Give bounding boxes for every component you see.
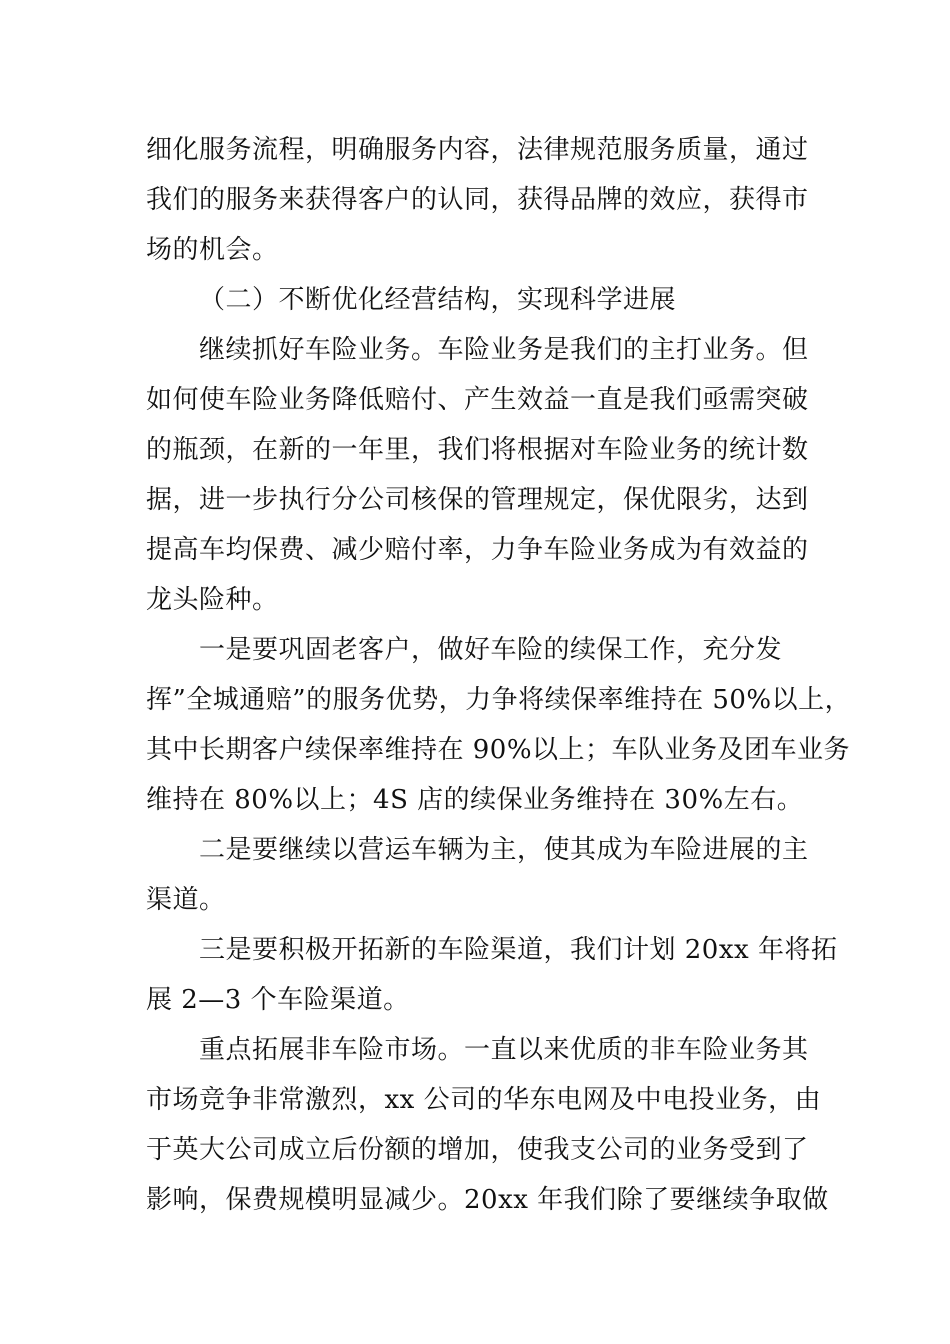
text-line: 二是要继续以营运车辆为主，使其成为车险进展的主: [199, 835, 809, 865]
text-line: 据，进一步执行分公司核保的管理规定，保优限劣，达到: [146, 485, 809, 515]
text-line: 的瓶颈，在新的一年里，我们将根据对车险业务的统计数: [146, 435, 809, 465]
text-line: 挥”全城通赔”的服务优势，力争将续保率维持在 50%以上，: [146, 685, 852, 715]
text-line: 于英大公司成立后份额的增加，使我支公司的业务受到了: [146, 1135, 809, 1165]
text-line: 市场竞争非常激烈，xx 公司的华东电网及中电投业务，由: [146, 1085, 822, 1115]
text-line: 细化服务流程，明确服务内容，法律规范服务质量，通过: [146, 135, 809, 165]
text-line: 维持在 80%以上；4S 店的续保业务维持在 30%左右。: [146, 785, 804, 815]
text-line: 如何使车险业务降低赔付、产生效益一直是我们亟需突破: [146, 385, 809, 415]
text-line: 渠道。: [146, 885, 226, 915]
text-line: 提高车均保费、减少赔付率，力争车险业务成为有效益的: [146, 535, 809, 565]
text-line: 龙头险种。: [146, 585, 279, 615]
text-line: 影响，保费规模明显减少。20xx 年我们除了要继续争取做: [146, 1185, 829, 1215]
text-line: 继续抓好车险业务。车险业务是我们的主打业务。但: [199, 335, 809, 365]
text-line: 一是要巩固老客户，做好车险的续保工作，充分发: [199, 635, 783, 665]
text-line: 其中长期客户续保率维持在 90%以上；车队业务及团车业务: [146, 735, 851, 765]
text-line: 场的机会。: [146, 235, 279, 265]
text-line: 我们的服务来获得客户的认同，获得品牌的效应，获得市: [146, 185, 809, 215]
text-line: 重点拓展非车险市场。一直以来优质的非车险业务其: [199, 1035, 809, 1065]
text-line: 展 2—3 个车险渠道。: [146, 985, 410, 1015]
text-line: 三是要积极开拓新的车险渠道，我们计划 20xx 年将拓: [199, 935, 838, 965]
section-heading: （二）不断优化经营结构，实现科学进展: [199, 285, 677, 315]
